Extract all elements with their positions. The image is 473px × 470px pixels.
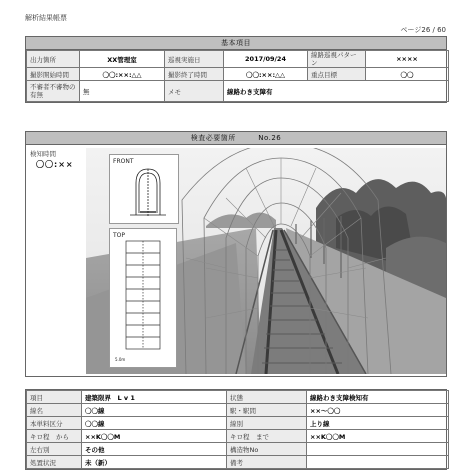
top-view-label: TOP: [113, 232, 126, 239]
basic-row-2: [27, 68, 449, 81]
detection-time-value: 〇〇:××: [36, 160, 74, 169]
detection-time-label: 検知時間: [30, 150, 56, 158]
label-km-to: キロ程 まで: [227, 430, 307, 443]
basic-items-table: [26, 50, 449, 102]
top-view-inset: [109, 228, 177, 368]
inspection-section: [25, 131, 447, 377]
value-status: 線路わき支障検知有: [307, 391, 449, 404]
label-item: 項目: [27, 391, 82, 404]
info-row-3: [27, 417, 449, 430]
label-end-time: 撮影終了時間: [165, 68, 224, 81]
value-memo: 線路わき支障有: [224, 81, 449, 102]
label-line-name: 線名: [27, 404, 82, 417]
scale-label: 5.0m: [115, 357, 126, 362]
value-station: ××〜〇〇: [307, 404, 449, 417]
inspection-title: 検査必要箇所 No.26: [26, 132, 446, 145]
value-priority-target: 〇〇: [366, 68, 449, 81]
value-structure-no: [307, 443, 449, 456]
doc-title: 解析結果帳票: [25, 14, 67, 22]
label-start-time: 撮影開始時間: [27, 68, 80, 81]
label-patrol-pattern: 線路巡視パターン: [308, 51, 366, 68]
value-patrol-date: 2017/09/24: [224, 51, 308, 68]
label-track: 線別: [227, 417, 307, 430]
label-km-from: キロ程 から: [27, 430, 82, 443]
label-priority-target: 重点目標: [308, 68, 366, 81]
value-division: 〇〇線: [82, 417, 227, 430]
info-row-2: [27, 404, 449, 417]
value-km-from: ××K〇〇M: [82, 430, 227, 443]
basic-row-1: [27, 51, 449, 68]
value-track: 上り線: [307, 417, 449, 430]
label-status: 状態: [227, 391, 307, 404]
label-station: 駅・駅間: [227, 404, 307, 417]
label-structure-no: 構造物No: [227, 443, 307, 456]
value-suspicious: 無: [80, 81, 165, 102]
track-photo: [86, 148, 446, 374]
value-action: 未（新）: [82, 456, 227, 469]
value-item: 建築限界 L v 1: [82, 391, 227, 404]
label-side: 左右別: [27, 443, 82, 456]
label-suspicious: 不審者不審物の有無: [27, 81, 80, 102]
value-start-time: 〇〇:××:△△: [80, 68, 165, 81]
info-table: [26, 390, 449, 469]
top-view-diagram: [110, 229, 176, 367]
value-remarks: [307, 456, 449, 469]
basic-row-3: [27, 81, 449, 102]
page-number: ページ26 / 60: [400, 26, 446, 34]
front-view-label: FRONT: [113, 158, 134, 165]
value-end-time: 〇〇:××:△△: [224, 68, 308, 81]
value-line-name: 〇〇線: [82, 404, 227, 417]
info-row-6: [27, 456, 449, 469]
info-row-5: [27, 443, 449, 456]
value-output-location: XX管理室: [80, 51, 165, 68]
label-remarks: 備考: [227, 456, 307, 469]
front-view-diagram: [110, 155, 178, 223]
front-view-inset: [109, 154, 179, 224]
value-side: その他: [82, 443, 227, 456]
info-row-1: [27, 391, 449, 404]
info-row-4: [27, 430, 449, 443]
value-patrol-pattern: ××××: [366, 51, 449, 68]
value-km-to: ××K〇〇M: [307, 430, 449, 443]
info-section: [25, 389, 447, 470]
basic-items-section: [25, 36, 447, 103]
basic-items-title: 基本項目: [26, 37, 446, 50]
label-patrol-date: 巡視実施日: [165, 51, 224, 68]
label-division: 本単料区分: [27, 417, 82, 430]
label-action: 処置状況: [27, 456, 82, 469]
label-memo: メモ: [165, 81, 224, 102]
label-output-location: 出力箇所: [27, 51, 80, 68]
